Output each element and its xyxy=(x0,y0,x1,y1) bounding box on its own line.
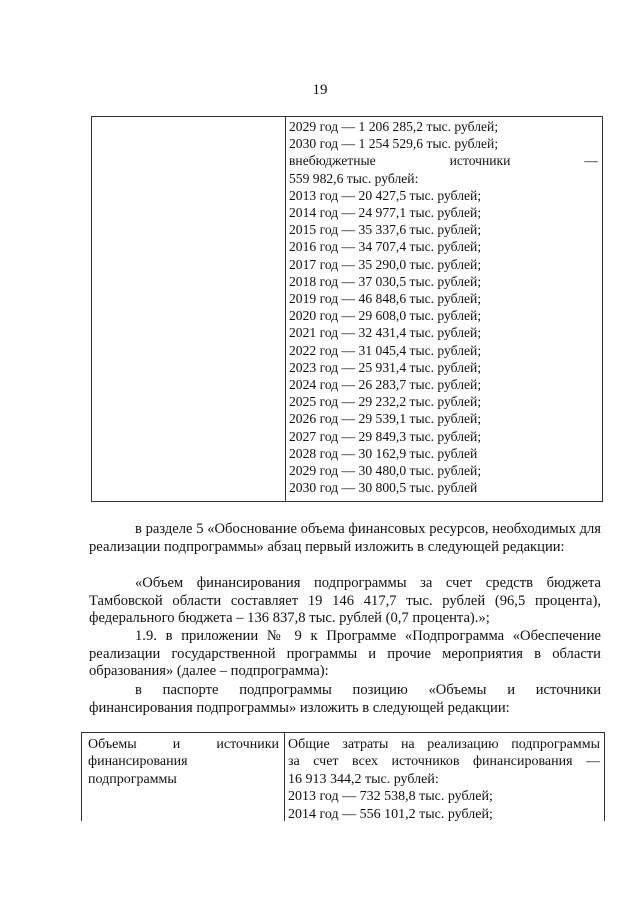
table-line: 2019 год — 46 848,6 тыс. рублей; xyxy=(289,291,482,307)
table-line: 16 913 344,2 тыс. рублей: xyxy=(288,771,439,787)
table-line: 2026 год — 29 539,1 тыс. рублей; xyxy=(289,411,482,427)
table-line: 2015 год — 35 337,6 тыс. рублей; xyxy=(289,222,482,238)
column-divider xyxy=(285,117,286,501)
table-line: Общие затраты на реализацию подпрограммы xyxy=(288,737,600,752)
page-number: 19 xyxy=(312,82,328,98)
passport-funding-table xyxy=(81,732,605,821)
funding-amounts-cell xyxy=(289,118,598,496)
table-line: 2021 год — 32 431,4 тыс. рублей; xyxy=(289,325,482,341)
table-line: 2028 год — 30 162,9 тыс. рублей xyxy=(289,445,478,461)
table-line: 2027 год — 29 849,3 тыс. рублей; xyxy=(289,428,482,444)
table-line: 2030 год — 30 800,5 тыс. рублей xyxy=(289,480,478,496)
table-line: 2014 год — 24 977,1 тыс. рублей; xyxy=(289,205,482,221)
paragraph-section5: в разделе 5 «Обоснование объема финансовых ресурсов, необходимых для реализации подпрограммы» абзац первый изложить в следующей редакции: xyxy=(89,521,601,555)
column-divider xyxy=(284,733,285,821)
funding-total-cell xyxy=(288,736,600,823)
funding-table-continued xyxy=(91,116,603,502)
table-line: 2013 год — 20 427,5 тыс. рублей; xyxy=(289,187,482,203)
paragraph-appendix9: 1.9. в приложении № 9 к Программе «Подпрограмма «Обеспечение реализации государственной программы и прочие мероприятия в области образования» (далее – подпрограмма): xyxy=(89,628,601,679)
table-line: 2016 год — 34 707,4 тыс. рублей; xyxy=(289,239,482,255)
table-line: 2025 год — 29 232,2 тыс. рублей; xyxy=(289,394,482,410)
table-line: 2023 год — 25 931,4 тыс. рублей; xyxy=(289,359,482,375)
table-line: за счет всех источников финансирования — xyxy=(288,754,600,770)
table-line: 2024 год — 26 283,7 тыс. рублей; xyxy=(289,377,482,393)
table-line: 2018 год — 37 030,5 тыс. рублей; xyxy=(289,273,482,289)
position-label: Объемы и источники финансирования подпрограммы xyxy=(88,737,279,787)
table-line: 2029 год — 1 206 285,2 тыс. рублей; xyxy=(289,119,499,134)
position-label-cell xyxy=(88,736,279,788)
paragraph-passport: в паспорте подпрограммы позицию «Объемы и источники финансирования подпрограммы» изложить в следующей редакции: xyxy=(89,682,601,716)
table-line: 2017 год — 35 290,0 тыс. рублей; xyxy=(289,256,482,272)
table-line: 2020 год — 29 608,0 тыс. рублей; xyxy=(289,308,482,324)
table-line: 2030 год — 1 254 529,6 тыс. рублей; xyxy=(289,136,499,152)
table-line: 2029 год — 30 480,0 тыс. рублей; xyxy=(289,463,482,479)
table-line: 2022 год — 31 045,4 тыс. рублей; xyxy=(289,342,482,358)
table-line: 2014 год — 556 101,2 тыс. рублей; xyxy=(288,806,493,822)
paragraph-financing-quote: «Объем финансирования подпрограммы за счет средств бюджета Тамбовской области составляет 19 146 417,7 тыс. рублей (96,5 процента), федерального бюджета – 136 837,8 тыс. рублей (0,7 процента).»; xyxy=(89,575,601,626)
table-line: внебюджетные источники — xyxy=(289,153,598,169)
table-line: 559 982,6 тыс. рублей: xyxy=(289,170,419,186)
table-line: 2013 год — 732 538,8 тыс. рублей; xyxy=(288,789,493,805)
